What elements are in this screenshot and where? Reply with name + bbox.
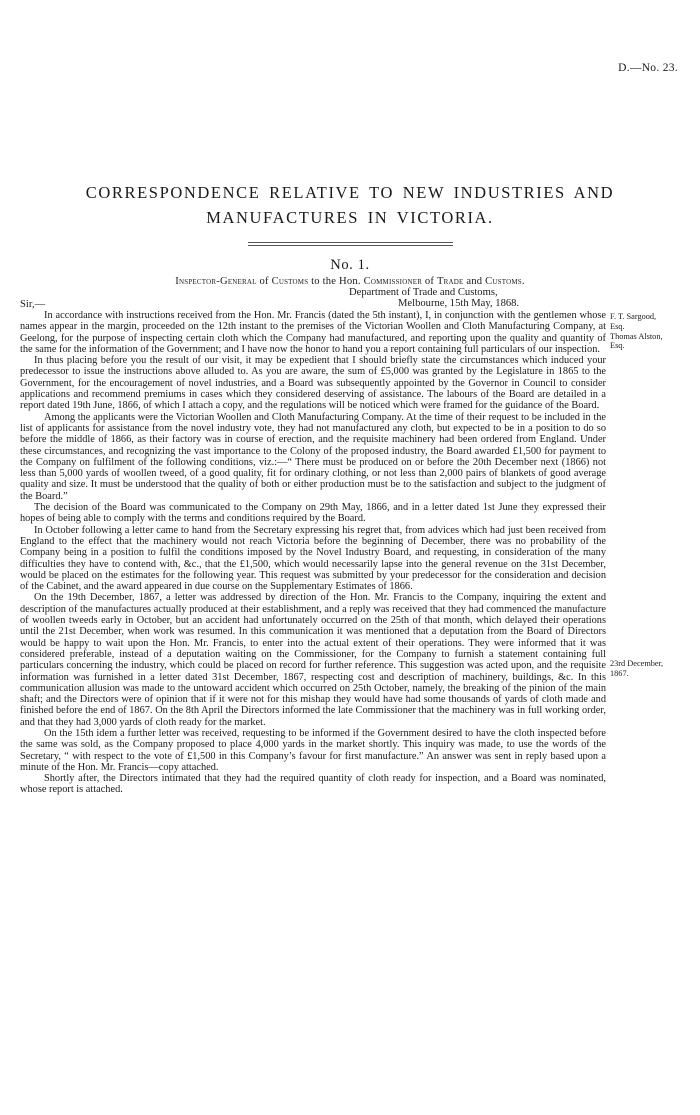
paragraph: The decision of the Board was communicated to the Company on 29th May, 1866, and in a letter dated 1st June they expressed their hopes of being able to comply with the terms and conditions required by the Board.: [20, 502, 606, 525]
document-reference: D.—No. 23.: [618, 62, 678, 74]
paragraph: On the 19th December, 1867, a letter was addressed by direction of the Hon. Mr. Francis to the Company, inquiring the extent and description of the manufactures actually produced at their establishment, and a reply was received that they had commenced the manufacture of woollen tweeds early in October, but an accident had unfortunately occurred on the 25th of that month, which delayed their operations until the 21st December, when work was resumed. In this communication it was mentioned that a deputation from the Board of Directors would be happy to wait upon the Hon. Mr. Francis, to enter into the actual extent of their operations. They were informed that it was considered preferable, instead of a deputation waiting on the Commissioner, for the Company to furnish a statement containing full particulars concerning the industry, which could be placed on record for further reference. This suggestion was acted upon, and the requisite information was furnished in a letter dated 31st December, 1867, respecting cost and description of machinery, buildings, &c. In this communication allusion was made to the untoward accident which occurred on 25th October, namely, the breaking of the pinion of the main shaft; and the Directors were of opinion that if it were not for this mishap they would have had some thousands of yards of cloth made and finished before the end of 1867. On the 8th April the Directors informed the late Commissioner that the machinery was in full working order, and that they had 3,000 yards of cloth ready for the market.: [20, 592, 606, 728]
title-rule-top: [248, 242, 453, 243]
margin-note-date: 23rd December, 1867.: [610, 659, 664, 678]
paragraph: In October following a letter came to hand from the Secretary expressing his regret that, from advices which had just been received from England to the effect that the machinery would not reach Victoria before the beginning of December, there was no probability of the Company being in a position to fulfil the conditions imposed by the Novel Industry Board, and requesting, in consideration of the many difficulties they have to contend with, &c., that the £1,500, which would necessarily lapse into the general revenue on the 31st December, would be placed on the estimates for the following year. This request was submitted by your predecessor for the consideration and decision of the Cabinet, and the award appeared in due course on the Supplementary Estimates of 1866.: [20, 524, 606, 593]
margin-note-names: F. T. Sargood, Esq. Thomas Alston, Esq.: [610, 312, 663, 351]
letter-body: [20, 310, 606, 796]
document-title: [0, 180, 700, 230]
letter-address-line: Inspector-General of Customs to the Hon. Commissioner of Trade and Customs.: [175, 276, 525, 287]
paragraph: Among the applicants were the Victorian Woollen and Cloth Manufacturing Company. At the time of their request to be included in the list of applicants for assistance from the novel industry vote, they had not manufactured any cloth, but expected to be in a position to do so before the middle of 1866, as their factory was in course of erection, and the requisite machinery had been ordered from England. Under these circumstances, and recognizing the vast importance to the Colony of the proposed industry, the Board awarded £1,500 for payment to the Company on fulfilment of the following conditions, viz.:—“ There must be produced on or before the 20th December next (1866) not less than 5,000 yards of woollen tweed, of a good quality, fit for ordinary clothing, or not less than 2,000 pairs of blankets of good average quality and size. It must be understood that the quality of both or either production must be to the satisfaction and subject to the judgment of the Board.”: [20, 411, 606, 502]
letter-number: No. 1.: [330, 257, 370, 273]
title-rule-bottom: [248, 245, 453, 246]
place-date-line: Melbourne, 15th May, 1868.: [398, 298, 520, 309]
title-line-1: CORRESPONDENCE RELATIVE TO NEW INDUSTRIES AND: [85, 183, 615, 202]
paragraph: In thus placing before you the result of our visit, it may be expedient that I should briefly state the circumstances which induced your predecessor to issue the instructions above alluded to. As you are aware, the sum of £5,000 was granted by the Legislature in 1865 to the Government, for the encouragement of novel industries, and a Board was subsequently appointed by the Governor in Council to consider applications and recommend premiums in cases which they considered deserving of assistance. The labours of the Board are detailed in a report dated 19th June, 1866, of which I attach a copy, and the regulations will be noticed which were framed for the guidance of the Board.: [20, 355, 606, 412]
title-line-2: MANUFACTURES IN VICTORIA.: [206, 208, 494, 227]
paragraph: In accordance with instructions received from the Hon. Mr. Francis (dated the 5th instant), I, in conjunction with the gentlemen whose names appear in the margin, proceeded on the 12th instant to the premises of the Victorian Woollen and Cloth Manufacturing Company, at Geelong, for the purpose of inspecting certain cloth which the Company had manufactured, and reporting upon the quality and quantity of the same for the information of the Government; and I have now the honor to hand you a report containing full particulars of our inspection.: [20, 310, 606, 355]
salutation: Sir,—: [20, 299, 46, 310]
department-line: Department of Trade and Customs,: [349, 287, 498, 298]
paragraph: On the 15th idem a further letter was received, requesting to be informed if the Government desired to have the cloth inspected before the same was sold, as the Company proposed to place 4,000 yards in the market shortly. This inquiry was made, to use the words of the Secretary, “ with respect to the vote of £1,500 in this Company’s favour for first manufacture.” An answer was sent in reply based upon a minute of the Hon. Mr. Francis—copy attached.: [20, 727, 606, 773]
paragraph: Shortly after, the Directors intimated that they had the required quantity of cloth ready for inspection, and a Board was nominated, whose report is attached.: [20, 773, 606, 796]
